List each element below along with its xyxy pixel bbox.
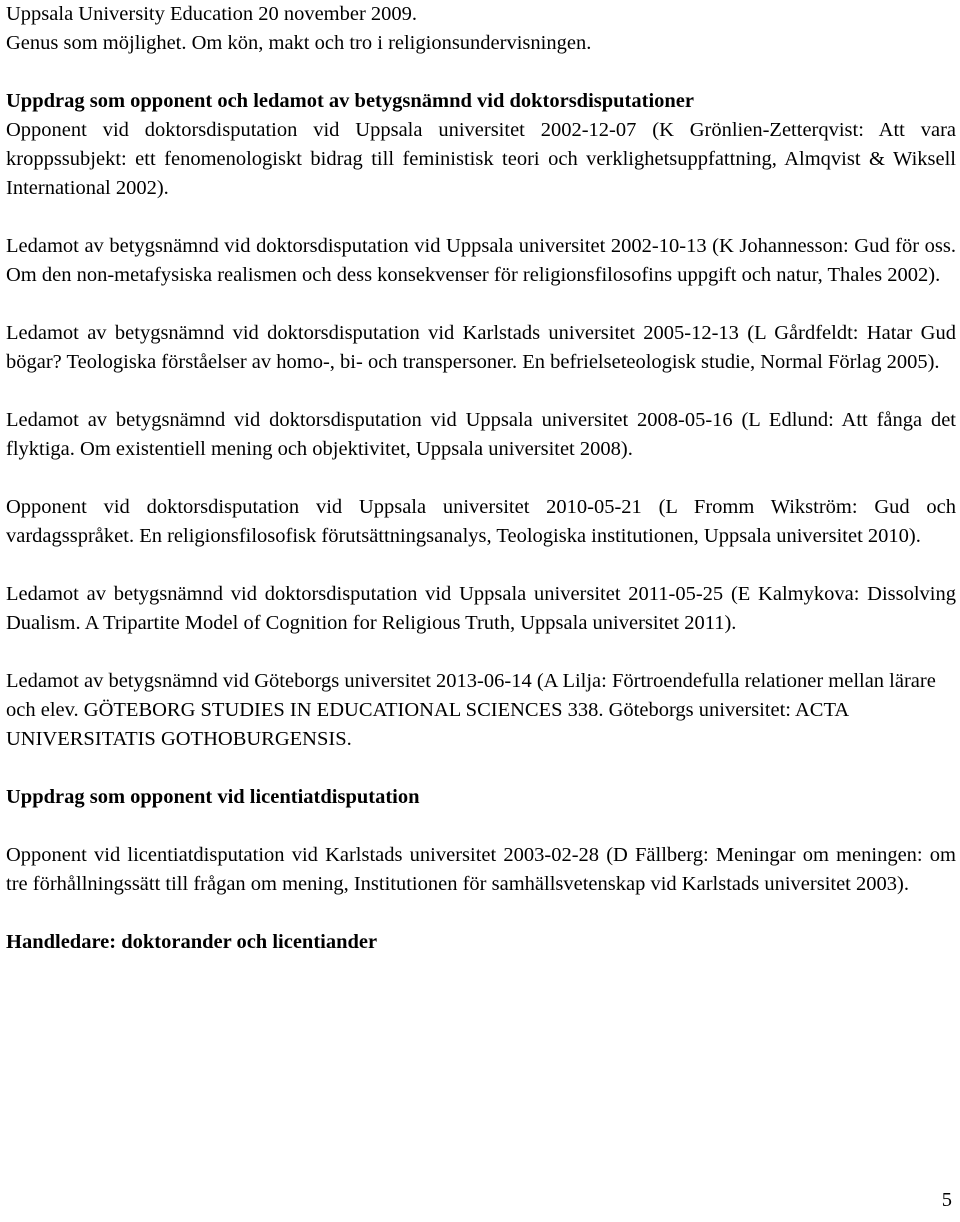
document-page: [6, 0, 956, 957]
entry-doktorsdisputation-6: Ledamot av betygsnämnd vid doktorsdisputation vid Uppsala universitet 2011-05-25 (E Kalmykova: Dissolving Dualism. A Tripartite Model of Cognition for Religious Truth, Uppsala universitet 2011).: [6, 583, 956, 634]
entry-doktorsdisputation-4: Ledamot av betygsnämnd vid doktorsdisputation vid Uppsala universitet 2008-05-16 (L Edlund: Att fånga det flyktiga. Om existentiell mening och objektivitet, Uppsala universitet 2008).: [6, 409, 956, 460]
entry-doktorsdisputation-1: Opponent vid doktorsdisputation vid Uppsala universitet 2002-12-07 (K Grönlien-Zetterqvist: Att vara kroppssubjekt: ett fenomenologiskt bidrag till feministisk teori och verklighetsuppfattning, Almqvist & Wiksell International 2002).: [6, 119, 956, 199]
entry-doktorsdisputation-3: Ledamot av betygsnämnd vid doktorsdisputation vid Karlstads universitet 2005-12-13 (L Gårdfeldt: Hatar Gud bögar? Teologiska förståelser av homo-, bi- och transpersoner. En befrielseteologisk studie, Normal Förlag 2005).: [6, 322, 956, 373]
page-number: 5: [941, 1189, 952, 1211]
top-line-education: Uppsala University Education 20 november 2009.: [6, 3, 418, 25]
entry-doktorsdisputation-5: Opponent vid doktorsdisputation vid Uppsala universitet 2010-05-21 (L Fromm Wikström: Gud och vardagsspråket. En religionsfilosofisk förutsättningsanalys, Teologiska institutionen, Uppsala universitet 2010).: [6, 496, 956, 547]
section-heading-licentiatdisputation: Uppdrag som opponent vid licentiatdisputation: [6, 786, 420, 808]
section-heading-handledare: Handledare: doktorander och licentiander: [6, 931, 378, 953]
section-heading-doktorsdisputationer: Uppdrag som opponent och ledamot av betygsnämnd vid doktorsdisputationer: [6, 90, 695, 112]
entry-licentiatdisputation-1: Opponent vid licentiatdisputation vid Karlstads universitet 2003-02-28 (D Fällberg: Meningar om meningen: om tre förhållningssätt till frågan om mening, Institutionen för samhällsvetenskap vid Karlstads universitet 2003).: [6, 844, 956, 895]
entry-doktorsdisputation-7: Ledamot av betygsnämnd vid Göteborgs universitet 2013-06-14 (A Lilja: Förtroendefulla relationer mellan lärare och elev. GÖTEBORG STUDIES IN EDUCATIONAL SCIENCES 338. Göteborgs universitet: ACTA UNIVERSITATIS GOTHOBURGENSIS.: [6, 670, 936, 750]
entry-doktorsdisputation-2: Ledamot av betygsnämnd vid doktorsdisputation vid Uppsala universitet 2002-10-13 (K Johannesson: Gud för oss. Om den non-metafysiska realismen och dess konsekvenser för religionsfilosofins uppgift och natur, Thales 2002).: [6, 235, 956, 286]
top-line-title: Genus som möjlighet. Om kön, makt och tro i religionsundervisningen.: [6, 32, 592, 54]
spacer: [6, 58, 956, 87]
